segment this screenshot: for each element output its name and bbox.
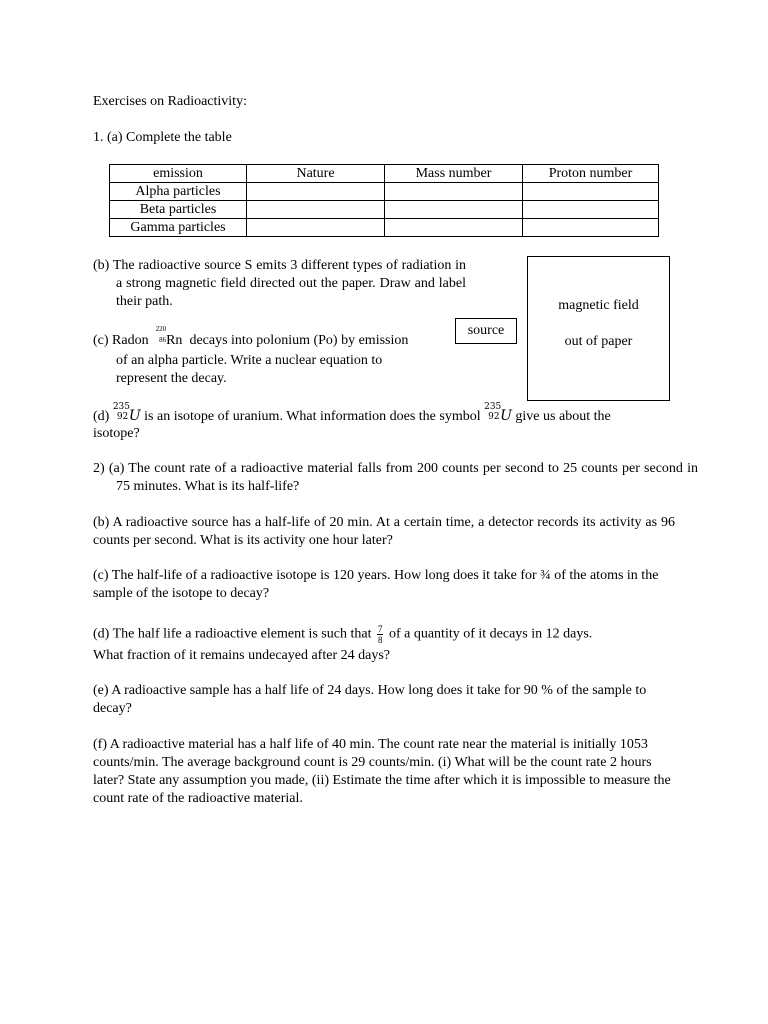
table-header-row bbox=[110, 165, 659, 183]
table-row bbox=[110, 219, 659, 237]
field-label-line1: magnetic field bbox=[558, 298, 639, 313]
table-cell bbox=[523, 201, 659, 219]
table-cell bbox=[523, 183, 659, 201]
table-cell bbox=[523, 219, 659, 237]
magnetic-field-box bbox=[527, 256, 670, 401]
question-1d-line1 bbox=[93, 402, 611, 426]
page-title: Exercises on Radioactivity: bbox=[93, 94, 247, 109]
table-header-cell: emission bbox=[110, 165, 247, 183]
q1d-middle: is an isotope of uranium. What information does the symbol bbox=[144, 409, 481, 424]
table-header-cell: Nature bbox=[247, 165, 385, 183]
table-header-cell: Proton number bbox=[523, 165, 659, 183]
radon-atomic-number: 86 bbox=[159, 336, 167, 344]
q1d-suffix: give us about the bbox=[515, 409, 611, 424]
uranium-symbol bbox=[112, 402, 141, 425]
q1d-prefix: (d) bbox=[93, 409, 110, 424]
table-cell bbox=[385, 219, 523, 237]
uranium-atomic-number: 92 bbox=[116, 412, 129, 422]
uranium-mass-number-2: 235 bbox=[484, 402, 502, 412]
radon-mass-number: 220 bbox=[155, 325, 167, 333]
question-1c-line1 bbox=[93, 325, 409, 350]
table-cell bbox=[247, 219, 385, 237]
table-cell: Alpha particles bbox=[110, 183, 247, 201]
question-2d-line1 bbox=[93, 624, 592, 645]
emission-table bbox=[109, 164, 659, 237]
uranium-symbol-2 bbox=[484, 402, 512, 425]
radon-symbol: Rn bbox=[166, 333, 183, 348]
question-1a: 1. (a) Complete the table bbox=[93, 130, 232, 145]
question-2a: 2) (a) The count rate of a radioactive material falls from 200 counts per second to 25 counts per second in 75 minutes. What is its half-life? bbox=[93, 461, 698, 494]
question-2e: (e) A radioactive sample has a half life of 24 days. How long does it take for 90 % of the sample to decay? bbox=[93, 683, 647, 716]
fraction-seven-eighths bbox=[377, 624, 384, 645]
fraction-denominator: 8 bbox=[377, 635, 383, 645]
table-cell: Gamma particles bbox=[110, 219, 247, 237]
q1c-rest-line1: decays into polonium (Po) by emission bbox=[189, 333, 409, 348]
field-label-line2: out of paper bbox=[564, 334, 633, 349]
uranium-letter: U bbox=[128, 408, 141, 424]
table-row bbox=[110, 183, 659, 201]
radon-nuclide-numbers bbox=[152, 325, 167, 345]
table-cell: Beta particles bbox=[110, 201, 247, 219]
question-1b: (b) The radioactive source S emits 3 different types of radiation in a strong magnetic field directed out the paper. Draw and label their path. bbox=[93, 258, 466, 309]
table-cell bbox=[247, 183, 385, 201]
table-row bbox=[110, 201, 659, 219]
question-2f: (f) A radioactive material has a half life of 40 min. The count rate near the material is initially 1053 counts/min. The average background count is 29 counts/min. (i) What will be the count rate 2 hours later? State any assumption you made, (ii) Estimate the time after which it is impossible to measure the count rate of the radioactive material. bbox=[93, 737, 671, 806]
source-box: source bbox=[455, 318, 517, 344]
question-1c-line3: represent the decay. bbox=[116, 371, 227, 386]
table-cell bbox=[247, 201, 385, 219]
q2d-prefix: (d) The half life a radioactive element is such that bbox=[93, 626, 372, 642]
fraction-numerator: 7 bbox=[377, 624, 383, 634]
uranium-atomic-number-2: 92 bbox=[488, 412, 500, 422]
question-2d-line2: What fraction of it remains undecayed after 24 days? bbox=[93, 648, 390, 663]
uranium-letter-2: U bbox=[500, 408, 512, 424]
q2d-suffix: of a quantity of it decays in 12 days. bbox=[388, 626, 593, 642]
table-cell bbox=[385, 201, 523, 219]
q1c-prefix: (c) Radon bbox=[93, 333, 149, 348]
question-1c-line2: of an alpha particle. Write a nuclear equation to bbox=[116, 353, 383, 368]
question-2c: (c) The half-life of a radioactive isotope is 120 years. How long does it take for ¾ of the atoms in the sample of the isotope to decay? bbox=[93, 568, 659, 601]
question-2b: (b) A radioactive source has a half-life of 20 min. At a certain time, a detector records its activity as 96 counts per second. What is its activity one hour later? bbox=[93, 515, 675, 548]
uranium-mass-number: 235 bbox=[112, 402, 131, 412]
table-cell bbox=[385, 183, 523, 201]
question-1d-line2: isotope? bbox=[93, 426, 140, 441]
table-header-cell: Mass number bbox=[385, 165, 523, 183]
